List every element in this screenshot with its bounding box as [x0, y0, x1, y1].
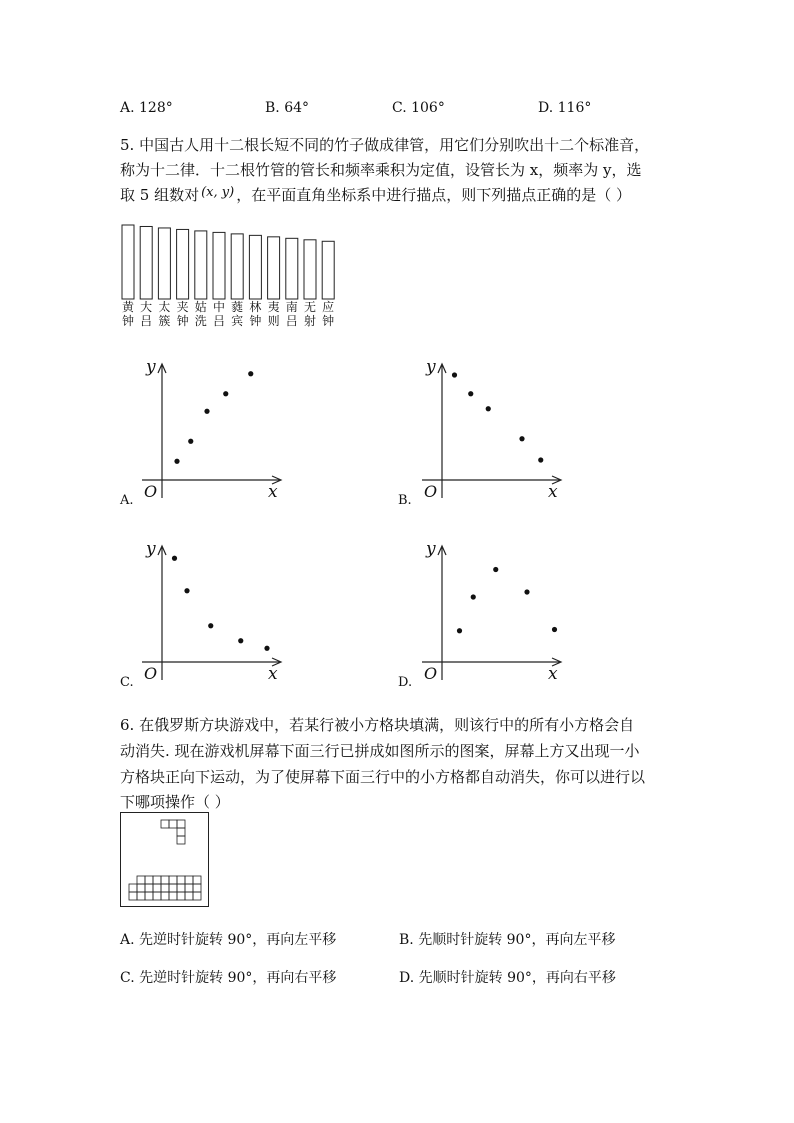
pipe-name-top: 太	[158, 300, 171, 314]
pipes-figure	[118, 222, 348, 302]
pipe-name-1	[139, 300, 153, 328]
pipe-name-6	[230, 300, 244, 328]
pipe-4	[195, 231, 207, 299]
pipe-0	[122, 225, 134, 299]
pipe-name-bottom: 钟	[322, 314, 335, 328]
q4-option-a[interactable]: A. 128°	[120, 100, 173, 116]
plot-b-label[interactable]: B.	[398, 493, 412, 508]
x-axis-label: x	[548, 664, 558, 684]
q4-option-c[interactable]: C. 106°	[392, 100, 445, 116]
q5-pair: (x, y)	[201, 185, 235, 200]
pipe-9	[286, 238, 298, 299]
data-point	[519, 436, 524, 441]
data-point	[486, 406, 491, 411]
pipe-name-bottom: 吕	[140, 314, 153, 328]
pipe-name-top: 南	[285, 300, 298, 314]
pipe-name-bottom: 吕	[285, 314, 298, 328]
q4-option-d[interactable]: D. 116°	[538, 100, 592, 116]
data-point	[457, 628, 462, 633]
pipe-name-top: 黄	[121, 300, 134, 314]
data-point	[208, 623, 213, 628]
data-point	[552, 627, 557, 632]
pipe-name-top: 姑	[194, 300, 207, 314]
data-point	[204, 409, 209, 414]
y-axis-label: y	[426, 357, 436, 377]
q6-line-4: 下哪项操作（ ）	[120, 793, 230, 811]
plot-c	[140, 537, 290, 692]
pipe-name-bottom: 洗	[194, 314, 207, 328]
pipe-name-4	[194, 300, 208, 328]
q6-line-3: 方格块正向下运动，为了使屏幕下面三行中的小方格都自动消失，你可以进行以	[120, 768, 646, 786]
pipe-name-top: 夷	[267, 300, 280, 314]
pipe-name-8	[267, 300, 281, 328]
q5-line-3-end: ，在平面直角坐标系中进行描点，则下列描点正确的是（ ）	[236, 186, 631, 204]
q6-option-d[interactable]: D. 先顺时针旋转 90°，再向右平移	[399, 970, 616, 986]
plot-d-label[interactable]: D.	[398, 675, 413, 690]
y-axis-label: y	[146, 539, 156, 559]
pipe-1	[140, 226, 152, 299]
pipe-name-bottom: 宾	[231, 314, 244, 328]
pipe-name-bottom: 钟	[249, 314, 262, 328]
origin-label: O	[144, 664, 158, 683]
q6-option-a[interactable]: A. 先逆时针旋转 90°，再向左平移	[120, 932, 337, 948]
plot-b	[420, 355, 570, 510]
pipe-name-top: 夹	[176, 300, 189, 314]
tetris-screen	[121, 813, 209, 907]
data-point	[188, 439, 193, 444]
pipe-name-9	[285, 300, 299, 328]
data-point	[172, 556, 177, 561]
pipe-name-10	[303, 300, 317, 328]
data-point	[468, 391, 473, 396]
pipe-name-top: 林	[249, 300, 262, 314]
pipe-name-0	[121, 300, 135, 328]
data-point	[452, 372, 457, 377]
plot-c-label[interactable]: C.	[120, 675, 134, 690]
pipe-name-bottom: 射	[303, 314, 316, 328]
data-point	[524, 589, 529, 594]
x-axis-label: x	[548, 482, 558, 502]
pipe-name-top: 蕤	[231, 300, 244, 314]
q6-option-c[interactable]: C. 先逆时针旋转 90°，再向右平移	[120, 970, 337, 986]
data-point	[264, 646, 269, 651]
pipe-name-bottom: 钟	[176, 314, 189, 328]
plot-a	[140, 355, 290, 510]
pipe-name-3	[176, 300, 190, 328]
q5-line-2: 称为十二律．十二根竹管的管长和频率乘积为定值，设管长为 x，频率为 y，选	[120, 161, 642, 179]
pipe-name-bottom: 则	[267, 314, 280, 328]
plot-d	[420, 537, 570, 692]
pipe-name-bottom: 吕	[212, 314, 225, 328]
q5-line-3-start: 取 5 组数对	[120, 186, 200, 204]
pipe-name-bottom: 钟	[121, 314, 134, 328]
data-point	[493, 567, 498, 572]
y-axis-label: y	[146, 357, 156, 377]
bottom-rows	[129, 876, 201, 900]
pipe-name-7	[248, 300, 262, 328]
pipe-name-2	[157, 300, 171, 328]
q6-line-1: 6. 在俄罗斯方块游戏中，若某行被小方格块填满，则该行中的所有小方格会自	[120, 716, 635, 734]
pipe-3	[177, 229, 189, 299]
pipe-name-top: 中	[212, 300, 225, 314]
pipe-names	[118, 300, 348, 332]
pipe-name-5	[212, 300, 226, 328]
pipe-name-top: 应	[322, 300, 335, 314]
pipe-name-top: 大	[140, 300, 153, 314]
pipe-name-bottom: 簇	[158, 314, 171, 328]
pipe-7	[249, 235, 261, 299]
origin-label: O	[424, 664, 438, 683]
q5-line-1: 5. 中国古人用十二根长短不同的竹子做成律管，用它们分别吹出十二个标准音，	[120, 136, 650, 154]
q5-line-3	[120, 185, 631, 207]
plot-a-label[interactable]: A.	[120, 493, 134, 508]
data-point	[248, 371, 253, 376]
pipe-11	[322, 241, 334, 299]
data-point	[184, 588, 189, 593]
q4-option-b[interactable]: B. 64°	[265, 100, 310, 116]
origin-label: O	[144, 482, 158, 501]
x-axis-label: x	[268, 664, 278, 684]
x-axis-label: x	[268, 482, 278, 502]
pipe-6	[231, 234, 243, 299]
tetris-figure	[120, 812, 210, 908]
pipe-10	[304, 240, 316, 299]
data-point	[223, 391, 228, 396]
q6-option-b[interactable]: B. 先顺时针旋转 90°，再向左平移	[399, 932, 616, 948]
pipe-name-top: 无	[303, 300, 316, 314]
data-point	[238, 638, 243, 643]
pipe-5	[213, 232, 225, 299]
falling-piece	[161, 820, 185, 844]
pipe-2	[158, 228, 170, 299]
data-point	[471, 594, 476, 599]
pipe-8	[268, 237, 280, 299]
q6-line-2: 动消失. 现在游戏机屏幕下面三行已拼成如图所示的图案，屏幕上方又出现一小	[120, 742, 640, 760]
pipe-name-11	[321, 300, 335, 328]
data-point	[174, 459, 179, 464]
data-point	[538, 457, 543, 462]
y-axis-label: y	[426, 539, 436, 559]
origin-label: O	[424, 482, 438, 501]
